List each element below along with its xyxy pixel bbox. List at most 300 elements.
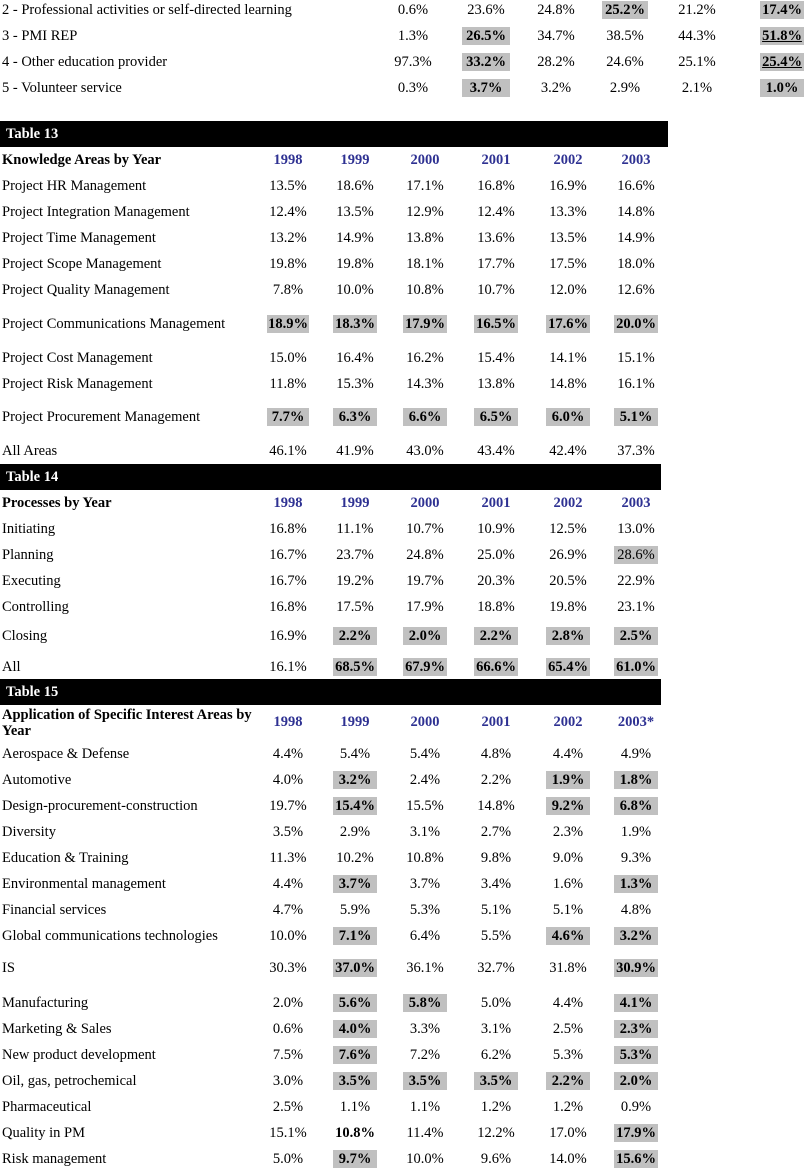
value-cell: 12.2% (477, 1125, 515, 1141)
value-cell: 2.2% (333, 627, 377, 645)
value-cell: 13.5% (549, 230, 587, 246)
row-label: Pharmaceutical (2, 1099, 92, 1115)
row-label: Executing (2, 573, 61, 589)
value-cell: 19.8% (549, 599, 587, 615)
value-cell: 3.7% (462, 79, 510, 97)
table-caption: Table 14 (6, 469, 59, 485)
value-cell: 3.1% (409, 824, 441, 840)
table14-row (0, 653, 804, 681)
value-cell: 41.9% (336, 443, 374, 459)
table13-row (0, 438, 804, 464)
value-cell: 4.4% (272, 876, 304, 892)
value-cell: 24.6% (606, 54, 644, 70)
value-cell: 16.7% (269, 573, 307, 589)
value-cell: 14.8% (617, 204, 655, 220)
value-cell: 19.8% (336, 256, 374, 272)
value-cell: 10.0% (406, 1151, 444, 1167)
value-cell: 7.6% (333, 1046, 377, 1064)
value-cell: 1.9% (546, 771, 590, 789)
value-cell: 15.4% (477, 350, 515, 366)
year-header: 2000 (410, 152, 440, 168)
value-cell: 14.9% (336, 230, 374, 246)
year-header: 2001 (481, 495, 511, 511)
value-cell: 1.1% (409, 1099, 441, 1115)
value-cell: 20.5% (549, 573, 587, 589)
value-cell: 14.8% (549, 376, 587, 392)
value-cell: 2.0% (614, 1072, 658, 1090)
value-cell: 16.8% (477, 178, 515, 194)
value-cell: 1.8% (614, 771, 658, 789)
value-cell: 14.1% (549, 350, 587, 366)
row-label: Project HR Management (2, 178, 147, 194)
table15-header-row (0, 705, 804, 739)
value-cell: 5.0% (480, 995, 512, 1011)
table15-row (0, 819, 804, 845)
value-cell: 1.1% (339, 1099, 371, 1115)
value-cell: 34.7% (537, 28, 575, 44)
value-cell: 2.5% (272, 1099, 304, 1115)
top-table-row (0, 0, 804, 23)
table15-row (0, 793, 804, 819)
year-header: 2003 (621, 495, 651, 511)
table15-row (0, 741, 804, 767)
table13-row (0, 173, 804, 199)
value-cell: 17.5% (336, 599, 374, 615)
value-cell: 10.2% (336, 850, 374, 866)
row-label: Project Procurement Management (2, 409, 201, 425)
value-cell: 26.5% (462, 27, 510, 45)
row-label: All Areas (2, 443, 58, 459)
value-cell: 4.4% (552, 746, 584, 762)
table15-row (0, 923, 804, 949)
value-cell: 11.4% (406, 1125, 444, 1141)
value-cell: 3.2% (540, 80, 572, 96)
table-header-title: Processes by Year (2, 495, 112, 511)
value-cell: 13.6% (477, 230, 515, 246)
table13-row (0, 277, 804, 303)
value-cell: 25.4% (760, 53, 804, 71)
value-cell: 17.9% (614, 1124, 658, 1142)
value-cell: 23.7% (336, 547, 374, 563)
value-cell: 13.2% (269, 230, 307, 246)
table-header-title: Knowledge Areas by Year (2, 152, 162, 168)
table13-header-row (0, 147, 804, 173)
value-cell: 17.9% (403, 315, 447, 333)
value-cell: 10.8% (406, 282, 444, 298)
value-cell: 3.0% (272, 1073, 304, 1089)
value-cell: 11.3% (269, 850, 307, 866)
value-cell: 5.3% (614, 1046, 658, 1064)
value-cell: 16.8% (269, 521, 307, 537)
value-cell: 33.2% (462, 53, 510, 71)
value-cell: 3.4% (480, 876, 512, 892)
value-cell: 6.4% (409, 928, 441, 944)
value-cell: 4.1% (614, 994, 658, 1012)
table14-row (0, 542, 804, 568)
value-cell: 36.1% (406, 960, 444, 976)
value-cell: 30.3% (269, 960, 307, 976)
value-cell: 2.8% (546, 627, 590, 645)
value-cell: 9.3% (620, 850, 652, 866)
table13-row (0, 199, 804, 225)
value-cell: 17.4% (760, 1, 804, 19)
table15-row (0, 1120, 804, 1146)
value-cell: 14.8% (477, 798, 515, 814)
value-cell: 5.1% (614, 408, 658, 426)
row-label: Financial services (2, 902, 107, 918)
value-cell: 66.6% (474, 658, 518, 676)
value-cell: 4.8% (620, 902, 652, 918)
value-cell: 7.5% (272, 1047, 304, 1063)
value-cell: 24.8% (537, 2, 575, 18)
value-cell: 3.5% (272, 824, 304, 840)
table13-row (0, 225, 804, 251)
table15-row (0, 990, 804, 1016)
value-cell: 18.0% (617, 256, 655, 272)
value-cell: 4.0% (333, 1020, 377, 1038)
value-cell: 0.6% (272, 1021, 304, 1037)
value-cell: 16.2% (406, 350, 444, 366)
value-cell: 97.3% (394, 54, 432, 70)
value-cell: 18.9% (268, 316, 308, 332)
value-cell: 15.1% (617, 350, 655, 366)
value-cell: 16.7% (269, 547, 307, 563)
year-header: 2002 (553, 495, 583, 511)
row-label: All (2, 659, 21, 675)
value-cell: 4.8% (480, 746, 512, 762)
value-cell: 10.8% (335, 1125, 375, 1141)
value-cell: 0.6% (397, 2, 429, 18)
value-cell: 5.5% (480, 928, 512, 944)
value-cell: 13.0% (617, 521, 655, 537)
value-cell: 3.3% (409, 1021, 441, 1037)
row-label: Quality in PM (2, 1125, 85, 1141)
value-cell: 7.1% (333, 927, 377, 945)
table15-row (0, 1042, 804, 1068)
value-cell: 61.0% (614, 658, 658, 676)
year-header: 1999 (340, 714, 370, 730)
row-label: Aerospace & Defense (2, 746, 130, 762)
value-cell: 18.3% (333, 315, 377, 333)
table14-row (0, 568, 804, 594)
row-label: Environmental management (2, 876, 166, 892)
row-label: Project Communications Management (2, 316, 226, 332)
year-header: 2003* (617, 714, 655, 730)
value-cell: 6.0% (546, 408, 590, 426)
value-cell: 20.0% (614, 315, 658, 333)
row-label: Project Time Management (2, 230, 156, 246)
value-cell: 16.9% (549, 178, 587, 194)
year-header: 1998 (273, 152, 303, 168)
value-cell: 3.5% (474, 1072, 518, 1090)
value-cell: 9.8% (480, 850, 512, 866)
year-header: 2001 (481, 152, 511, 168)
value-cell: 6.6% (403, 408, 447, 426)
row-label: Risk management (2, 1151, 107, 1167)
value-cell: 2.5% (552, 1021, 584, 1037)
value-cell: 15.0% (269, 350, 307, 366)
value-cell: 6.2% (480, 1047, 512, 1063)
value-cell: 17.7% (477, 256, 515, 272)
table15-row (0, 871, 804, 897)
value-cell: 2.4% (409, 772, 441, 788)
top-table-row (0, 49, 804, 75)
value-cell: 1.2% (552, 1099, 584, 1115)
value-cell: 1.3% (397, 28, 429, 44)
value-cell: 0.3% (397, 80, 429, 96)
value-cell: 15.3% (336, 376, 374, 392)
row-label: Closing (2, 628, 48, 644)
year-header: 2002 (553, 714, 583, 730)
value-cell: 2.5% (614, 627, 658, 645)
value-cell: 17.1% (406, 178, 444, 194)
value-cell: 13.3% (549, 204, 587, 220)
value-cell: 30.9% (614, 959, 658, 977)
table15-row (0, 1094, 804, 1120)
table13-row (0, 307, 804, 341)
value-cell: 13.5% (336, 204, 374, 220)
value-cell: 21.2% (678, 2, 716, 18)
value-cell: 10.0% (336, 282, 374, 298)
value-cell: 68.5% (333, 658, 377, 676)
value-cell: 18.8% (477, 599, 515, 615)
table13-row (0, 400, 804, 434)
value-cell: 2.0% (403, 627, 447, 645)
value-cell: 3.5% (403, 1072, 447, 1090)
value-cell: 16.4% (336, 350, 374, 366)
value-cell: 14.3% (406, 376, 444, 392)
value-cell: 12.9% (406, 204, 444, 220)
value-cell: 10.7% (477, 282, 515, 298)
table15-caption-bar (0, 679, 661, 705)
row-label: New product development (2, 1047, 156, 1063)
row-label: Planning (2, 547, 54, 563)
value-cell: 0.9% (620, 1099, 652, 1115)
value-cell: 2.3% (552, 824, 584, 840)
value-cell: 25.0% (477, 547, 515, 563)
value-cell: 9.0% (552, 850, 584, 866)
table15-row (0, 1068, 804, 1094)
value-cell: 2.3% (614, 1020, 658, 1038)
value-cell: 12.4% (269, 204, 307, 220)
top-table-row (0, 75, 804, 101)
value-cell: 46.1% (269, 443, 307, 459)
value-cell: 12.6% (617, 282, 655, 298)
value-cell: 67.9% (403, 658, 447, 676)
row-label: Project Quality Management (2, 282, 170, 298)
value-cell: 9.6% (480, 1151, 512, 1167)
value-cell: 1.2% (480, 1099, 512, 1115)
value-cell: 11.8% (269, 376, 307, 392)
value-cell: 19.8% (269, 256, 307, 272)
top-table-row (0, 23, 804, 49)
value-cell: 2.7% (480, 824, 512, 840)
row-label: Education & Training (2, 850, 129, 866)
table13-row (0, 251, 804, 277)
row-label: Diversity (2, 824, 56, 840)
year-header: 1999 (340, 152, 370, 168)
row-label: 4 - Other education provider (2, 54, 168, 70)
year-header: 2003 (621, 152, 651, 168)
value-cell: 16.1% (617, 376, 655, 392)
value-cell: 37.3% (617, 443, 655, 459)
value-cell: 26.9% (549, 547, 587, 563)
value-cell: 6.5% (474, 408, 518, 426)
table15-row (0, 845, 804, 871)
row-label: Project Risk Management (2, 376, 153, 392)
value-cell: 42.4% (549, 443, 587, 459)
year-header: 1998 (273, 495, 303, 511)
value-cell: 17.5% (549, 256, 587, 272)
table14-header-row (0, 490, 804, 516)
value-cell: 2.9% (339, 824, 371, 840)
value-cell: 4.0% (272, 772, 304, 788)
year-header: 2002 (553, 152, 583, 168)
value-cell: 4.9% (620, 746, 652, 762)
value-cell: 5.8% (403, 994, 447, 1012)
table14-row (0, 516, 804, 542)
value-cell: 16.1% (269, 659, 307, 675)
year-header: 1999 (340, 495, 370, 511)
value-cell: 9.2% (546, 797, 590, 815)
value-cell: 3.2% (333, 771, 377, 789)
value-cell: 4.6% (546, 927, 590, 945)
value-cell: 10.7% (406, 521, 444, 537)
year-header: 1998 (273, 714, 303, 730)
value-cell: 23.1% (617, 599, 655, 615)
value-cell: 16.8% (269, 599, 307, 615)
table14-row (0, 594, 804, 620)
value-cell: 5.0% (272, 1151, 304, 1167)
value-cell: 5.9% (339, 902, 371, 918)
value-cell: 17.0% (549, 1125, 587, 1141)
value-cell: 7.8% (272, 282, 304, 298)
year-header: 2000 (410, 714, 440, 730)
year-header: 2000 (410, 495, 440, 511)
row-label: IS (2, 960, 15, 976)
table14-row (0, 622, 804, 650)
value-cell: 5.1% (552, 902, 584, 918)
value-cell: 10.8% (406, 850, 444, 866)
value-cell: 18.6% (336, 178, 374, 194)
value-cell: 18.1% (406, 256, 444, 272)
value-cell: 9.7% (333, 1150, 377, 1168)
value-cell: 25.2% (602, 1, 648, 19)
row-label: Oil, gas, petrochemical (2, 1073, 137, 1089)
row-label: Manufacturing (2, 995, 89, 1011)
value-cell: 13.8% (477, 376, 515, 392)
row-label: Initiating (2, 521, 56, 537)
value-cell: 7.2% (409, 1047, 441, 1063)
value-cell: 25.1% (678, 54, 716, 70)
value-cell: 1.6% (552, 876, 584, 892)
value-cell: 28.2% (537, 54, 575, 70)
value-cell: 16.6% (617, 178, 655, 194)
table15-row (0, 897, 804, 923)
table13-row (0, 345, 804, 371)
value-cell: 3.7% (333, 875, 377, 893)
value-cell: 16.5% (474, 315, 518, 333)
value-cell: 1.0% (760, 79, 804, 97)
value-cell: 16.9% (269, 628, 307, 644)
value-cell: 23.6% (467, 2, 505, 18)
row-label: 5 - Volunteer service (2, 80, 122, 96)
value-cell: 19.7% (406, 573, 444, 589)
value-cell: 15.4% (333, 797, 377, 815)
value-cell: 31.8% (549, 960, 587, 976)
value-cell: 1.9% (620, 824, 652, 840)
value-cell: 6.8% (614, 797, 658, 815)
table15-row (0, 767, 804, 793)
value-cell: 12.4% (477, 204, 515, 220)
row-label: Controlling (2, 599, 69, 615)
value-cell: 51.8% (760, 27, 804, 45)
value-cell: 2.2% (474, 627, 518, 645)
value-cell: 5.3% (409, 902, 441, 918)
row-label: 2 - Professional activities or self-directed learning (2, 2, 292, 18)
value-cell: 15.1% (269, 1125, 307, 1141)
value-cell: 19.7% (269, 798, 307, 814)
table15-row (0, 1016, 804, 1042)
value-cell: 17.9% (406, 599, 444, 615)
value-cell: 5.4% (339, 746, 371, 762)
value-cell: 5.6% (333, 994, 377, 1012)
value-cell: 2.2% (546, 1072, 590, 1090)
value-cell: 4.7% (272, 902, 304, 918)
value-cell: 38.5% (606, 28, 644, 44)
value-cell: 17.6% (546, 315, 590, 333)
table-header-title: Application of Specific Interest Areas by Year (2, 707, 252, 739)
value-cell: 4.4% (272, 746, 304, 762)
row-label: Project Integration Management (2, 204, 190, 220)
value-cell: 3.7% (409, 876, 441, 892)
value-cell: 28.6% (614, 546, 658, 564)
value-cell: 3.5% (333, 1072, 377, 1090)
value-cell: 15.6% (614, 1150, 658, 1168)
value-cell: 13.8% (406, 230, 444, 246)
value-cell: 13.5% (269, 178, 307, 194)
value-cell: 43.4% (477, 443, 515, 459)
value-cell: 7.7% (267, 408, 309, 426)
table13-caption-bar (0, 121, 668, 147)
value-cell: 19.2% (336, 573, 374, 589)
value-cell: 5.1% (480, 902, 512, 918)
row-label: 3 - PMI REP (2, 28, 78, 44)
row-label: Project Scope Management (2, 256, 162, 272)
value-cell: 43.0% (406, 443, 444, 459)
table-caption: Table 15 (6, 684, 59, 700)
value-cell: 3.2% (614, 927, 658, 945)
value-cell: 10.0% (269, 928, 307, 944)
table15-row (0, 953, 804, 983)
value-cell: 12.0% (549, 282, 587, 298)
value-cell: 14.9% (617, 230, 655, 246)
value-cell: 11.1% (336, 521, 374, 537)
value-cell: 20.3% (477, 573, 515, 589)
value-cell: 3.1% (480, 1021, 512, 1037)
row-label: Marketing & Sales (2, 1021, 112, 1037)
value-cell: 2.2% (480, 772, 512, 788)
year-header: 2001 (481, 714, 511, 730)
value-cell: 24.8% (406, 547, 444, 563)
value-cell: 65.4% (546, 658, 590, 676)
value-cell: 12.5% (549, 521, 587, 537)
value-cell: 32.7% (477, 960, 515, 976)
value-cell: 4.4% (552, 995, 584, 1011)
row-label: Project Cost Management (2, 350, 153, 366)
table-caption: Table 13 (6, 126, 59, 142)
value-cell: 5.3% (552, 1047, 584, 1063)
